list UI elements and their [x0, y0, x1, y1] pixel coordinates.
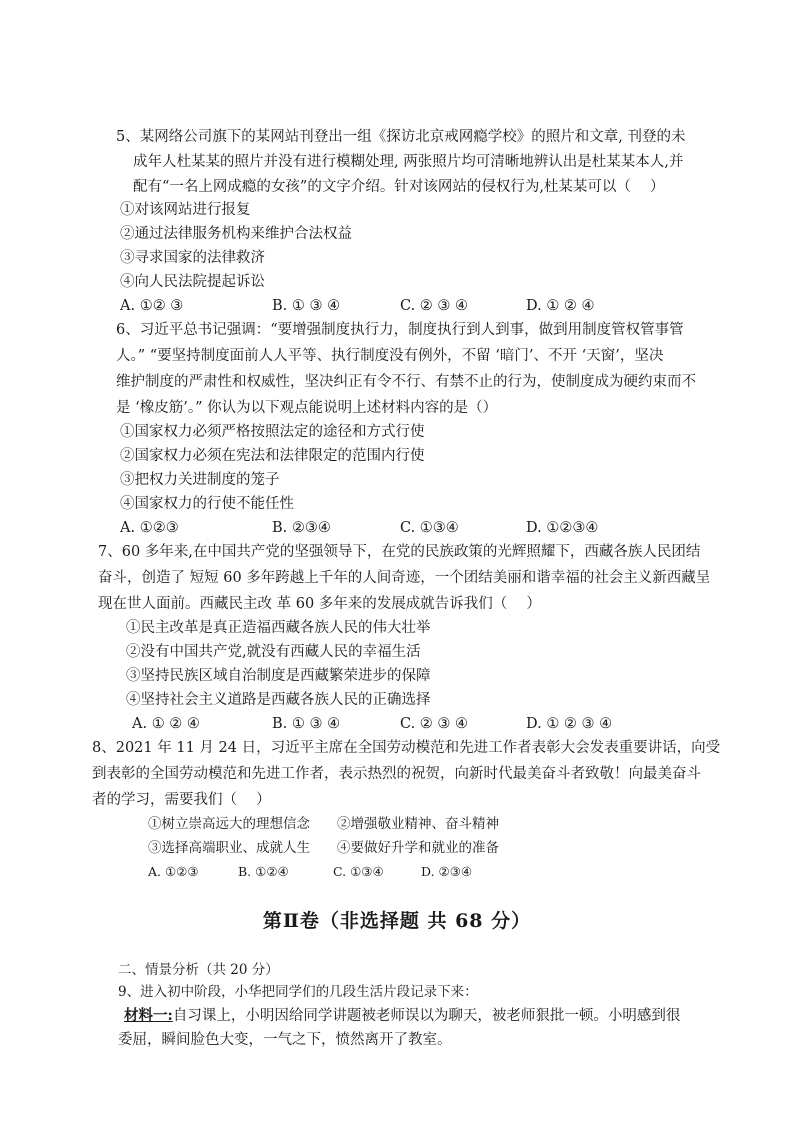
q8-option-d[interactable]: D. ②③④	[421, 864, 473, 879]
q6-line-2: 人。” “要坚持制度面前人人平等、执行制度没有例外，不留 ‘暗门’、不开 ‘天窗’，坚决	[116, 348, 664, 364]
q6-line-3: 维护制度的严肃性和权威性，坚决纠正有令不行、有禁不止的行为，使制度成为硬约束而不	[116, 374, 696, 390]
q7-line-2: 奋斗，创造了 短短 60 多年跨越上千年的人间奇迹，一个团结美丽和谐幸福的社会主义新西藏呈	[98, 570, 711, 586]
q5-item-4: ④向人民法院提起诉讼	[120, 274, 265, 290]
q7-item-4: ④坚持社会主义道路是西藏各族人民的正确选择	[126, 692, 431, 708]
q5-item-3: ③寻求国家的法律救济	[120, 250, 265, 266]
q7-option-a[interactable]: A. ① ② ④	[132, 716, 200, 732]
q6-item-1: ①国家权力必须严格按照法定的途径和方式行使	[120, 424, 425, 440]
q8-option-a[interactable]: A. ①②③	[148, 864, 199, 879]
q9-material-line-2: 委屈，瞬间脸色大变，一气之下，愤然离开了教室。	[118, 1032, 452, 1048]
q6-item-3: ③把权力关进制度的笼子	[120, 472, 280, 488]
q8-line-2: 到表彰的全国劳动模范和先进工作者，表示热烈的祝贺，向新时代最美奋斗者致敬！向最美奋斗	[92, 766, 701, 782]
q8-item-1: ①树立崇高远大的理想信念	[148, 816, 310, 832]
q6-option-d[interactable]: D. ①②③④	[526, 520, 599, 536]
q5-option-c[interactable]: C. ② ③ ④	[400, 298, 469, 314]
q8-item-2: ②增强敬业精神、奋斗精神	[337, 816, 499, 832]
q7-line-1: 7、60 多年来,在中国共产党的坚强领导下，在党的民族政策的光辉照耀下，西藏各族人民团结	[98, 544, 701, 560]
material-text-1: 自习课上，小明因给同学讲题被老师误以为聊天，被老师狠批一顿。小明感到很	[172, 1008, 681, 1024]
q9-intro: 9、进入初中阶段，小华把同学们的几段生活片段记录下来：	[118, 984, 478, 1000]
q6-item-2: ②国家权力必须在宪法和法律限定的范围内行使	[120, 448, 425, 464]
q8-option-c[interactable]: C. ①③④	[333, 864, 384, 879]
q5-option-b[interactable]: B. ① ③ ④	[272, 298, 341, 314]
section-heading: 二、情景分析（共 20 分）	[118, 962, 279, 978]
q5-item-1: ①对该网站进行报复	[120, 202, 251, 218]
q5-item-2: ②通过法律服务机构来维护合法权益	[120, 226, 352, 242]
q5-line-2: 成年人杜某某的照片并没有进行模糊处理, 两张照片均可清晰地辨认出是杜某某本人,并	[133, 154, 684, 170]
q8-line-3: 者的学习，需要我们（ ）	[92, 792, 271, 808]
q8-option-b[interactable]: B. ①②④	[238, 864, 289, 879]
q6-option-b[interactable]: B. ②③④	[272, 520, 331, 536]
q7-item-1: ①民主改革是真正造福西藏各族人民的伟大壮举	[126, 620, 431, 636]
q6-line-4: 是 ‘橡皮筋’。” 你认为以下观点能说明上述材料内容的是（）	[116, 400, 498, 416]
q5-option-a[interactable]: A. ①② ③	[120, 298, 184, 314]
q5-line-1: 5、某网络公司旗下的某网站刊登出一组《探访北京戒网瘾学校》的照片和文章, 刊登的未	[116, 129, 686, 145]
q8-item-3: ③选择高端职业、成就人生	[148, 840, 310, 856]
q6-line-1: 6、习近平总书记强调：“要增强制度执行力，制度执行到人到事，做到用制度管权管事管	[116, 322, 684, 338]
q7-option-b[interactable]: B. ① ③ ④	[272, 716, 341, 732]
q8-item-4: ④要做好升学和就业的准备	[337, 840, 499, 856]
q6-option-c[interactable]: C. ①③④	[400, 520, 459, 536]
q7-option-c[interactable]: C. ② ③ ④	[400, 716, 469, 732]
q7-item-2: ②没有中国共产党,就没有西藏人民的幸福生活	[126, 644, 421, 660]
q8-line-1: 8、2021 年 11 月 24 日，习近平主席在全国劳动模范和先进工作者表彰大会发表重要讲话，向受	[92, 740, 721, 756]
q6-item-4: ④国家权力的行使不能任性	[120, 496, 294, 512]
q5-option-d[interactable]: D. ① ② ④	[526, 298, 595, 314]
part2-title: 第Ⅱ卷（非选择题 共 68 分）	[262, 910, 532, 932]
q7-option-d[interactable]: D. ① ② ③ ④	[526, 716, 613, 732]
q5-line-3: 配有“一名上网成瘾的女孩”的文字介绍。针对该网站的侵权行为,杜某某可以（ ）	[133, 179, 665, 195]
q7-line-3: 现在世人面前。西藏民主改 革 60 多年来的发展成就告诉我们（ ）	[98, 596, 541, 612]
q6-option-a[interactable]: A. ①②③	[120, 520, 179, 536]
q7-item-3: ③坚持民族区域自治制度是西藏繁荣进步的保障	[126, 668, 431, 684]
q9-material-line-1	[124, 1006, 680, 1026]
material-label: 材料一:	[124, 1007, 173, 1024]
